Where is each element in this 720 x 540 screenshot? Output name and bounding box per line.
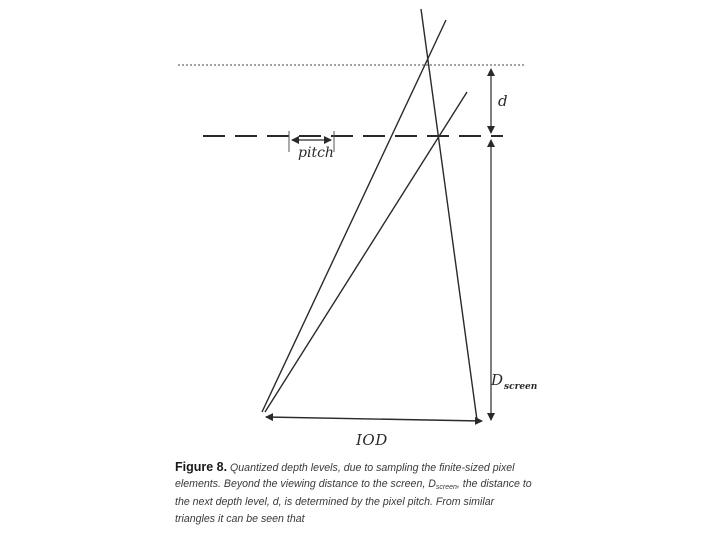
d-screen-label bbox=[491, 371, 538, 392]
pitch-label: pitch bbox=[298, 145, 334, 161]
caption-text-part1: Quantized depth levels, due to sampling the finite-sized pixel elements. Beyond the viewing distance to the screen, D bbox=[175, 462, 515, 491]
d-screen-label-main: D bbox=[491, 371, 504, 389]
caption-text-part2: , the distance to the next depth level, d, is determined by the pixel pitch. From similar triangles it can be seen that bbox=[175, 478, 532, 525]
iod-label: IOD bbox=[356, 431, 388, 449]
figure-label: Figure 8. bbox=[175, 460, 228, 474]
ray-right-eye bbox=[421, 9, 477, 420]
caption-subscript: screen bbox=[435, 484, 457, 492]
iod-dimension-arrow bbox=[266, 417, 482, 421]
ray-left-eye-outer bbox=[262, 20, 446, 412]
figure-caption bbox=[175, 459, 535, 527]
d-label: d bbox=[498, 92, 508, 110]
d-screen-label-sub: screen bbox=[504, 382, 538, 392]
